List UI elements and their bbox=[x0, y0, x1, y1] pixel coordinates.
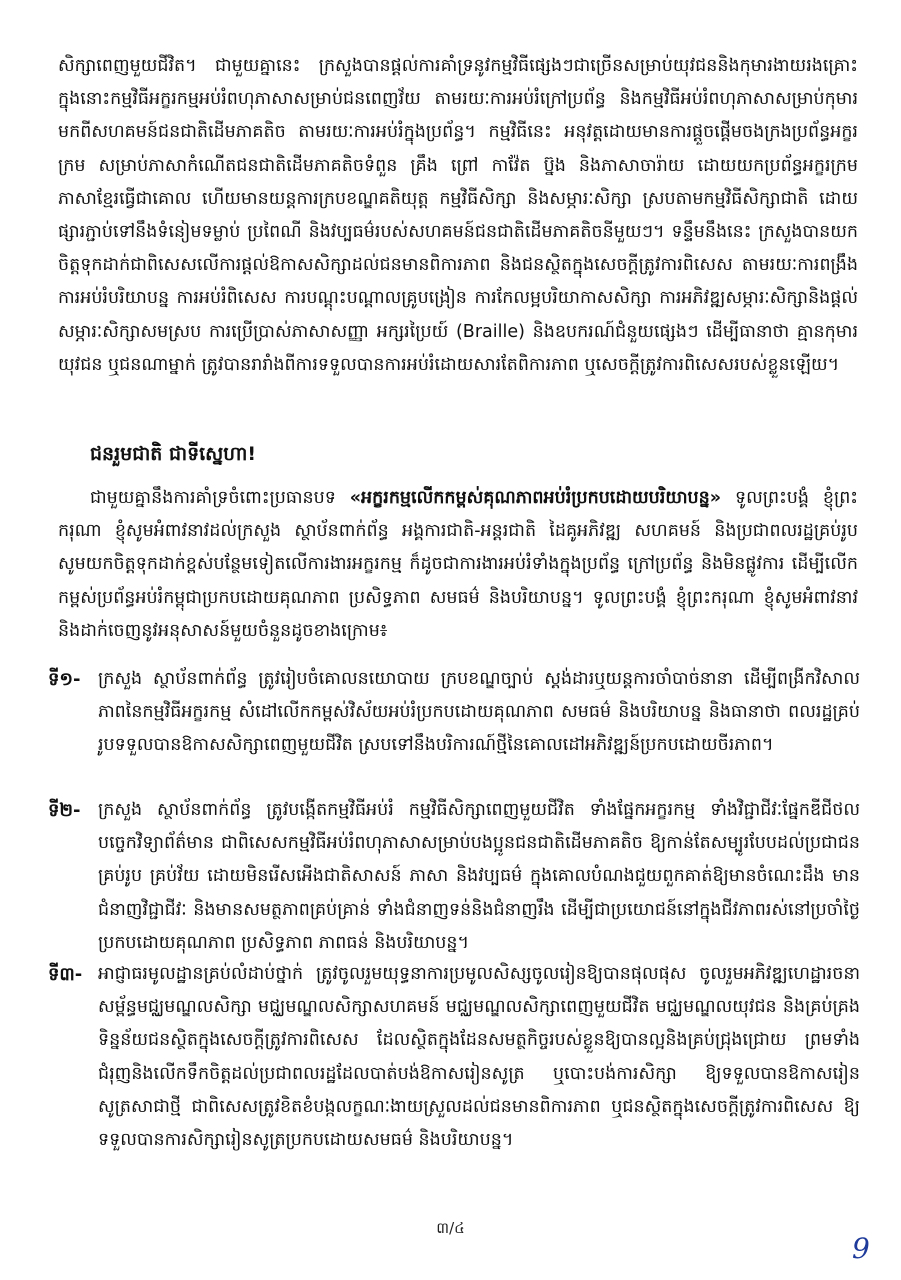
theme-quote: «អក្ខរកម្មលើកកម្ពស់គុណភាពអប់រំប្រកបដោយបរិយាបន្ន» bbox=[349, 488, 722, 508]
page-number: ៣/៤ bbox=[436, 1219, 465, 1237]
body-paragraph bbox=[58, 482, 858, 648]
handwritten-initial-mark: 9 bbox=[852, 1232, 870, 1265]
recommendation-number: ទី៣- bbox=[48, 964, 83, 985]
recommendation-number: ទី១- bbox=[48, 669, 81, 690]
recommendation-item-3 bbox=[48, 958, 860, 1157]
recommendation-item-1 bbox=[48, 663, 860, 763]
body-lead-text: ជាមួយគ្នានឹងការគាំទ្រចំពោះប្រធានបទ bbox=[90, 488, 350, 508]
recommendation-text: អាជ្ញាធរមូលដ្ឋានគ្រប់លំដាប់ថ្នាក់ ត្រូវចូលរួមយុទ្ធនាការប្រមូលសិស្សចូលរៀនឱ្យបានផុលផុស ចូលរួមអភិវឌ្ឍហេដ្ឋារចនាសម្ព័ន្ធមជ្ឈមណ្ឌលសិក្សា មជ្ឈមណ្ឌលសិក្សាសហគមន៍ មជ្ឈមណ្ឌលសិក្សាពេញមួយជីវិត មជ្ឈមណ្ឌលយុវជន និងគ្រប់គ្រងទិន្នន័យជនស្ថិតក្នុងសេចក្តីត្រូវការពិសេស ដែលស្ថិតក្នុងដែនសមត្ថកិច្ចរបស់ខ្លួនឱ្យបានល្អនិងគ្រប់ជ្រុងជ្រោយ ព្រមទាំងជំរុញនិងលើកទឹកចិត្តដល់ប្រជាពលរដ្ឋដែលបាត់បង់ឱកាសរៀនសូត្រ ឬបោះបង់ការសិក្សា ឱ្យទទួលបានឱកាសរៀនសូត្រសាជាថ្មី ជាពិសេសត្រូវខិតខំបង្កលក្ខណៈងាយស្រួលដល់ជនមានពិការភាព ឬជនស្ថិតក្នុងសេចក្តីត្រូវការពិសេស ឱ្យទទួលបានការសិក្សារៀនសូត្រប្រកបដោយសមធម៌ និងបរិយាបន្ន។ bbox=[98, 964, 860, 1151]
recommendation-item-2 bbox=[48, 794, 860, 960]
intro-paragraph: សិក្សាពេញមួយជីវិត។ ជាមួយគ្នានេះ ក្រសួងបានផ្តល់ការគាំទ្រនូវកម្មវិធីផ្សេងៗជាច្រើនសម្រាប់យុវជននិងកុមារងាយរងគ្រោះ ក្នុងនោះកម្មវិធីអក្ខរកម្មអប់រំពហុភាសាសម្រាប់ជនពេញវ័យ តាមរយៈការអប់រំក្រៅប្រព័ន្ធ និងកម្មវិធីអប់រំពហុភាសាសម្រាប់កុមារមកពីសហគមន៍ជនជាតិដើមភាគតិច តាមរយៈការអប់រំក្នុងប្រព័ន្ធ។ កម្មវិធីនេះ អនុវត្តដោយមានការផ្តួចផ្តើមចងក្រងប្រព័ន្ធអក្ខរក្រម សម្រាប់ភាសាកំណើតជនជាតិដើមភាគតិចទំពួន គ្រឹង ព្រៅ កាវ៉ែត ប៊្នង និងភាសាចារ៉ាយ ដោយយកប្រព័ន្ធអក្ខរក្រមភាសាខ្មែរធ្វើជាគោល ហើយមានយន្តការក្របខណ្ឌគតិយុត្ត កម្មវិធីសិក្សា និងសម្ភារៈសិក្សា ស្របតាមកម្មវិធីសិក្សាជាតិ ដោយផ្សារភ្ជាប់ទៅនឹងទំនៀមទម្លាប់ ប្រពៃណី និងវប្បធម៌របស់សហគមន៍ជនជាតិដើមភាគតិចនីមួយៗ។ ទន្ទឹមនឹងនេះ ក្រសួងបានយកចិត្តទុកដាក់ជាពិសេសលើការផ្តល់ឱកាសសិក្សាដល់ជនមានពិការភាព និងជនស្ថិតក្នុងសេចក្តីត្រូវការពិសេស តាមរយៈការពង្រឹងការអប់រំបរិយាបន្ន ការអប់រំពិសេស ការបណ្តុះបណ្តាលគ្រូបង្រៀន ការកែលម្អបរិយាកាសសិក្សា ការអភិវឌ្ឍសម្ភារៈសិក្សានិងផ្តល់សម្ភារៈសិក្សាសមស្រប ការប្រើប្រាស់ភាសាសញ្ញា អក្សរប្រៃយ៍ (Braille) និងឧបករណ៍ជំនួយផ្សេងៗ ដើម្បីធានាថា គ្មានកុមារ យុវជន ឬជនណាម្នាក់ ត្រូវបានរារាំងពីការទទួលបានការអប់រំដោយសារតែពិការភាព ឬសេចក្តីត្រូវការពិសេសរបស់ខ្លួនឡើយ។ bbox=[58, 56, 858, 375]
recommendation-number: ទី២- bbox=[48, 800, 81, 821]
recommendation-text: ក្រសួង ស្ថាប័នពាក់ព័ន្ធ ត្រូវបង្កើតកម្មវិធីអប់រំ កម្មវិធីសិក្សាពេញមួយជីវិត ទាំងផ្នែកអក្ខរកម្ម ទាំងវិជ្ជាជីវៈផ្នែកឌីជីថល បច្ចេកវិទ្យាព័ត៌មាន ជាពិសេសកម្មវិធីអប់រំពហុភាសាសម្រាប់បងប្អូនជនជាតិដើមភាគតិច ឱ្យកាន់តែសម្បូរបែបដល់ប្រជាជនគ្រប់រូប គ្រប់វ័យ ដោយមិនរើសអើងជាតិសាសន៍ ភាសា និងវប្បធម៌ ក្នុងគោលបំណងជួយពួកគាត់ឱ្យមានចំណេះដឹង មានជំនាញវិជ្ជាជីវៈ និងមានសមត្ថភាពគ្រប់គ្រាន់ ទាំងជំនាញទន់និងជំនាញរឹង ដើម្បីជាប្រយោជន៍នៅក្នុងជីវភាពរស់នៅប្រចាំថ្ងៃ ប្រកបដោយគុណភាព ប្រសិទ្ធភាព ភាពធន់ និងបរិយាបន្ន។ bbox=[98, 800, 860, 953]
section-heading: ជនរួមជាតិ ជាទីស្នេហា! bbox=[90, 443, 257, 465]
body-rest-text: ទូលព្រះបង្គំ ខ្ញុំព្រះករុណា ខ្ញុំសូមអំពាវនាវដល់ក្រសួង ស្ថាប័នពាក់ព័ន្ធ អង្គការជាតិ-អន្តរជាតិ ដៃគូអភិវឌ្ឍ សហគមន៍ និងប្រជាពលរដ្ឋគ្រប់រូប សូមយកចិត្តទុកដាក់ខ្ពស់បន្ថែមទៀតលើការងារអក្ខរកម្ម ក៏ដូចជាការងារអប់រំទាំងក្នុងប្រព័ន្ធ ក្រៅប្រព័ន្ធ និងមិនផ្លូវការ ដើម្បីលើកកម្ពស់ប្រព័ន្ធអប់រំកម្ពុជាប្រកបដោយគុណភាព ប្រសិទ្ធភាព សមធម៌ និងបរិយាបន្ន។ ទូលព្រះបង្គំ ខ្ញុំព្រះករុណា ខ្ញុំសូមអំពាវនាវនិងដាក់ចេញនូវអនុសាសន៍មួយចំនួនដូចខាងក្រោម៖ bbox=[58, 488, 858, 641]
recommendation-text: ក្រសួង ស្ថាប័នពាក់ព័ន្ធ ត្រូវរៀបចំគោលនយោបាយ ក្របខណ្ឌច្បាប់ ស្តង់ដារឬយន្តការចាំបាច់នានា ដើម្បីពង្រីកវិសាលភាពនៃកម្មវិធីអក្ខរកម្ម សំដៅលើកកម្ពស់វិស័យអប់រំប្រកបដោយគុណភាព សមធម៌ និងបរិយាបន្ន និងធានាថា ពលរដ្ឋគ្រប់រូបទទួលបានឱកាសសិក្សាពេញមួយជីវិត ស្របទៅនឹងបរិការណ៍ថ្មីនៃគោលដៅអភិវឌ្ឍន៍ប្រកបដោយចីរភាព។ bbox=[98, 669, 860, 756]
